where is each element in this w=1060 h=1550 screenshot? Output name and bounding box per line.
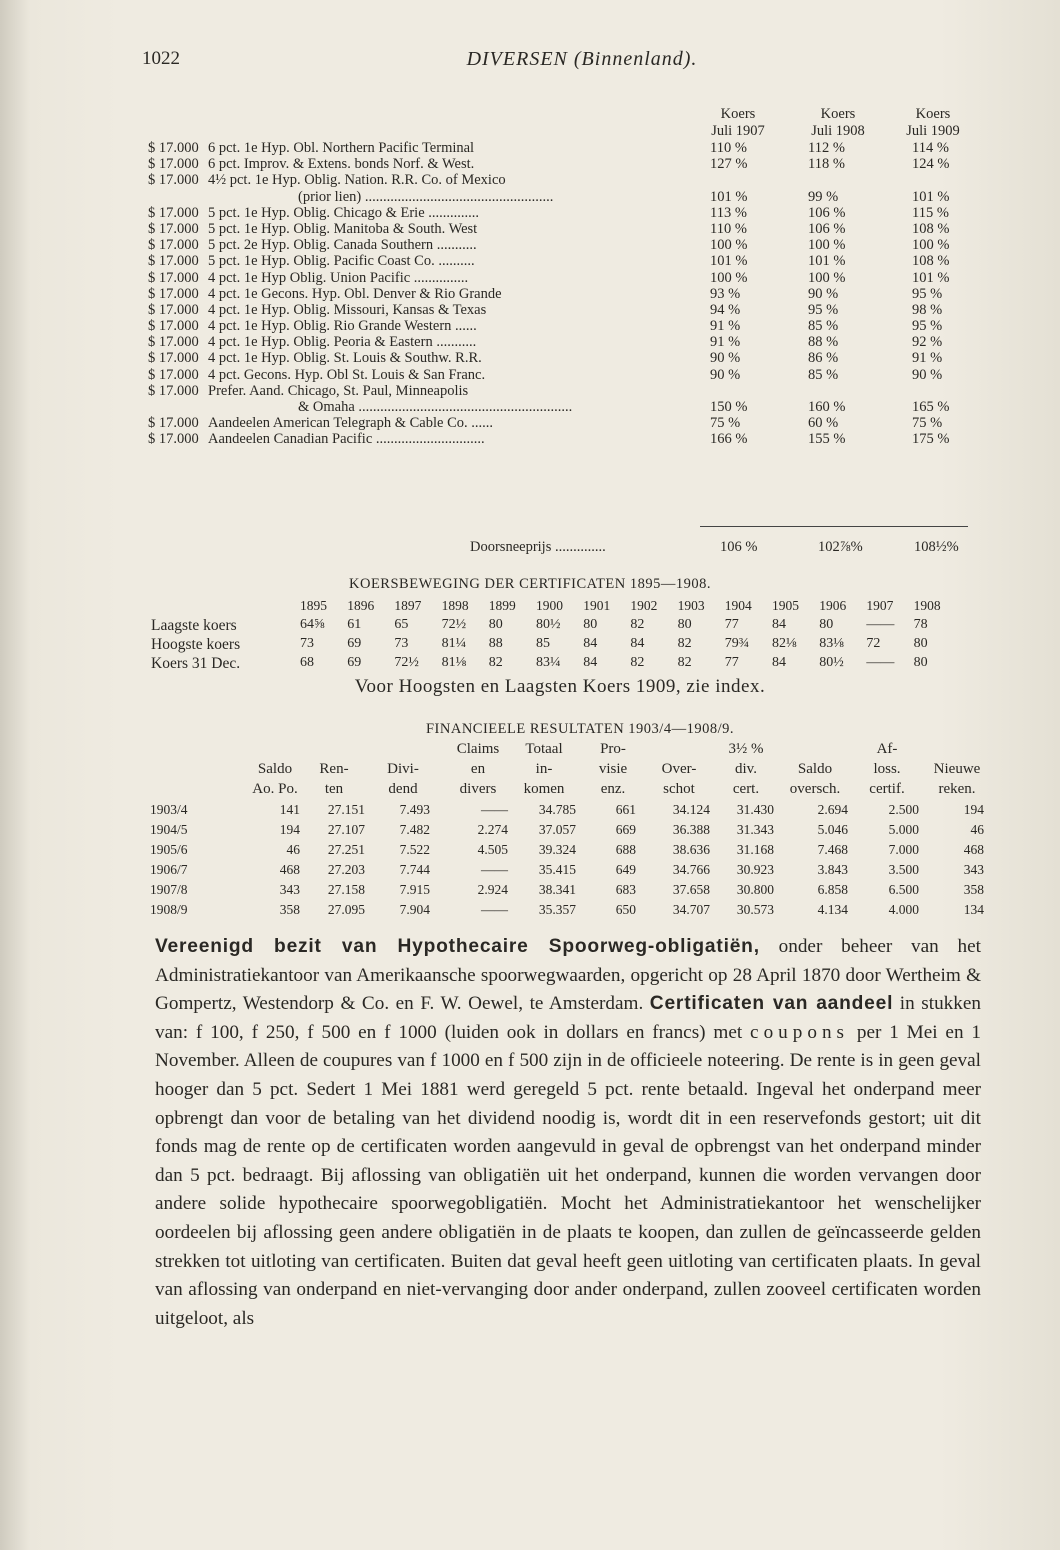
bond-amount: $ 17.000 (148, 366, 199, 383)
bond-description: 4 pct. 1e Hyp. Oblig. St. Louis & Southw. R.R. (208, 350, 482, 367)
fin-value: 34.766 (672, 862, 710, 877)
bond-price-1908: 90 % (808, 285, 839, 302)
fin-value: 27.158 (327, 882, 365, 897)
koers-value: 82 (630, 617, 645, 632)
fin-value: 343 (963, 862, 984, 877)
bond-price-1907: 91 % (710, 318, 741, 335)
bond-amount: $ 17.000 (148, 431, 199, 448)
fin-value: 7.493 (399, 802, 430, 817)
bond-amount: $ 17.000 (148, 269, 199, 286)
running-title: DIVERSEN (Binnenland). (466, 48, 698, 70)
koers-value: 82 (677, 655, 692, 670)
koers-value: 64⅝ (300, 617, 325, 632)
fin-row-year: 1908/9 (150, 902, 188, 917)
bond-amount: $ 17.000 (148, 156, 199, 173)
col-header-1907: Koers (720, 106, 756, 122)
fin-header: div. (735, 761, 757, 777)
bond-price-1908: 100 % (808, 237, 846, 254)
bond-price-1908: 100 % (808, 269, 846, 286)
bond-price-1908: 155 % (808, 431, 846, 448)
koers-value: 77 (724, 655, 739, 670)
bond-price-1909: 101 % (912, 269, 950, 286)
col-header-1909: Koers (915, 106, 951, 122)
koers-row-label: Laagste koers (151, 617, 237, 634)
bond-price-1908: 101 % (808, 253, 846, 270)
koers-year: 1898 (441, 598, 469, 613)
bond-amount: $ 17.000 (148, 415, 199, 432)
koers-value: 80 (488, 617, 503, 632)
bond-amount: $ 17.000 (148, 350, 199, 367)
page-header (142, 48, 982, 78)
fin-value: 6.500 (888, 882, 919, 897)
koers-value: 78 (913, 617, 928, 632)
koers-value: 80½ (819, 655, 844, 670)
bond-amount: $ 17.000 (148, 237, 199, 254)
fin-value: 7.000 (888, 842, 919, 857)
fin-header: Saldo (257, 761, 293, 777)
bond-description: 4 pct. 1e Hyp Oblig. Union Pacific ............... (208, 269, 469, 286)
bonds-header-row-1 (148, 106, 983, 123)
fin-header: Saldo (797, 761, 833, 777)
bond-price-1908: 95 % (808, 301, 839, 318)
fin-header: komen (523, 781, 565, 797)
koers-value: 73 (300, 636, 314, 651)
bond-price-1907: 100 % (710, 269, 748, 286)
bond-price-1907: 113 % (710, 204, 747, 221)
koers-value: 83⅛ (819, 636, 844, 651)
bond-row (148, 367, 983, 383)
koers-value: 61 (347, 617, 362, 632)
bond-price-1907: 110 % (710, 140, 747, 156)
average-1907: 106 % (720, 539, 758, 555)
bond-row (148, 253, 983, 269)
fin-header: Ren- (319, 761, 349, 777)
fin-value: 5.046 (817, 822, 848, 837)
fin-value: 34.707 (672, 902, 710, 917)
koers-year: 1907 (866, 598, 894, 613)
fin-value: 358 (963, 882, 984, 897)
bond-amount: $ 17.000 (148, 382, 199, 399)
bond-price-1909: 165 % (912, 399, 950, 415)
bond-description: 6 pct. Improv. & Extens. bonds Norf. & West. (208, 156, 475, 173)
koers-value: 85 (536, 636, 550, 651)
koers-value: 80 (819, 617, 834, 632)
fin-value: 31.168 (736, 842, 774, 857)
bond-price-1907: 91 % (710, 334, 741, 351)
bond-price-1909: 115 % (912, 204, 949, 221)
fin-value: 36.388 (672, 822, 710, 837)
koers-year: 1899 (488, 598, 516, 613)
paragraph-spaced-word: coupons (750, 1021, 849, 1043)
fin-header: divers (459, 781, 497, 797)
koers-year: 1896 (347, 598, 375, 613)
koers-year: 1908 (913, 598, 941, 613)
koers-value: 72½ (441, 617, 467, 632)
koers-note: Voor Hoogsten en Laagsten Koers 1909, zie index. (354, 676, 766, 697)
bond-price-1908: 106 % (808, 204, 846, 221)
fin-value: 31.343 (736, 822, 774, 837)
bonds-table (148, 106, 983, 448)
fin-header: Divi- (387, 761, 419, 777)
bond-description: 4 pct. Gecons. Hyp. Obl St. Louis & San Franc. (208, 366, 486, 383)
bond-row (148, 172, 983, 188)
fin-value: 39.324 (538, 842, 576, 857)
fin-header: cert. (732, 781, 760, 797)
bond-amount: $ 17.000 (148, 318, 199, 335)
bond-price-1908: 106 % (808, 220, 846, 237)
bond-description: 4 pct. 1e Hyp. Oblig. Peoria & Eastern ........... (208, 334, 477, 351)
bond-rows (148, 140, 983, 448)
bond-price-1909: 95 % (912, 285, 943, 302)
koers-year: 1900 (536, 598, 563, 613)
bonds-header-row-2 (148, 123, 983, 140)
bond-description: 6 pct. 1e Hyp. Obl. Northern Pacific Terminal (208, 140, 475, 156)
fin-value: 669 (615, 822, 636, 837)
fin-value: 650 (615, 902, 636, 917)
heading-bold-2: Certificaten van aandeel (649, 993, 894, 1015)
koers-value: 80 (913, 655, 928, 670)
fin-value: 7.522 (399, 842, 430, 857)
fin-row-year: 1907/8 (150, 882, 188, 897)
koers-value: —— (866, 617, 895, 632)
fin-header: enz. (600, 781, 626, 797)
fin-value: 46 (286, 842, 300, 857)
bond-row (148, 156, 983, 172)
bond-price-1909: 100 % (912, 237, 950, 254)
fin-value: 2.274 (477, 822, 508, 837)
bond-description: 5 pct. 2e Hyp. Oblig. Canada Southern ........... (208, 237, 477, 254)
bond-price-1909: 91 % (912, 350, 943, 367)
bond-price-1908: 99 % (808, 188, 839, 205)
fin-value: 27.151 (327, 802, 365, 817)
fin-value: 27.107 (327, 822, 365, 837)
koers-value: 84 (583, 636, 598, 651)
bond-price-1907: 100 % (710, 237, 748, 254)
bond-price-1908: 112 % (808, 140, 845, 156)
fin-value: 30.800 (736, 882, 774, 897)
bond-price-1908: 160 % (808, 399, 846, 415)
koers-value: 84 (772, 655, 786, 670)
page-number: 1022 (142, 48, 180, 69)
fin-row-year: 1906/7 (150, 862, 188, 877)
koers-value: 84 (630, 636, 645, 651)
fin-value: 38.341 (538, 882, 576, 897)
fin-value: 5.000 (888, 822, 919, 837)
bond-amount: $ 17.000 (148, 204, 199, 221)
bond-row (148, 189, 983, 205)
fin-value: 2.924 (477, 882, 508, 897)
fin-value: 34.124 (672, 802, 710, 817)
bond-description: & Omaha ........................................................... (298, 399, 573, 415)
bond-amount: $ 17.000 (148, 220, 199, 237)
bond-row (148, 270, 983, 286)
fin-value: 35.415 (538, 862, 576, 877)
koers-value: 80 (913, 636, 928, 651)
bond-price-1907: 150 % (710, 399, 748, 415)
bond-amount: $ 17.000 (148, 285, 199, 302)
fin-header: certif. (869, 781, 905, 797)
koers-value: 80 (583, 617, 598, 632)
average-1909: 108½% (914, 539, 959, 555)
fin-value: 3.843 (817, 862, 848, 877)
fin-value: 683 (615, 882, 636, 897)
fin-header: oversch. (789, 781, 841, 797)
koers-value: 69 (347, 636, 362, 651)
average-1908: 102⅞% (818, 539, 863, 555)
bond-price-1909: 90 % (912, 366, 943, 383)
bond-row (148, 399, 983, 415)
fin-value: 4.505 (477, 842, 508, 857)
fin-header: en (470, 761, 486, 777)
fin-value: 468 (279, 862, 300, 877)
fin-value: 2.694 (817, 802, 848, 817)
fin-value: 194 (963, 802, 984, 817)
fin-header: Claims (456, 741, 500, 757)
koers-value: 80½ (536, 617, 561, 632)
koers-row-label: Hoogste koers (151, 636, 241, 653)
koers-value: 82⅛ (772, 636, 797, 651)
koers-value: 65 (394, 617, 409, 632)
fin-value: 134 (963, 902, 984, 917)
description-paragraph (155, 933, 981, 1333)
fin-value: 27.203 (327, 862, 365, 877)
koers-year: 1897 (394, 598, 422, 613)
bond-price-1907: 127 % (710, 156, 748, 173)
fin-value: 141 (279, 802, 300, 817)
fin-header: schot (663, 781, 695, 797)
bond-row (148, 415, 983, 431)
bond-price-1908: 86 % (808, 350, 839, 367)
bond-row (148, 334, 983, 350)
fin-value: 7.468 (817, 842, 848, 857)
koers-value: 68 (300, 655, 314, 670)
bond-price-1907: 90 % (710, 366, 741, 383)
koers-value: 84 (772, 617, 786, 632)
fin-header: 3½ % (728, 741, 764, 757)
bond-price-1907: 166 % (710, 431, 748, 448)
fin-value: —— (481, 862, 508, 877)
bond-price-1907: 93 % (710, 285, 741, 302)
koers-year: 1906 (819, 598, 847, 613)
bond-price-1909: 98 % (912, 301, 943, 318)
koers-value: 82 (630, 655, 645, 670)
fin-row-year: 1905/6 (150, 842, 188, 857)
fin-header: Ao. Po. (252, 781, 298, 797)
fin-header: Totaal (525, 741, 563, 757)
fin-row-year: 1903/4 (150, 802, 188, 817)
bond-row (148, 140, 983, 156)
bond-row (148, 302, 983, 318)
bond-price-1907: 101 % (710, 188, 748, 205)
fin-value: 649 (615, 862, 636, 877)
col-header-1908-date: Juli 1908 (811, 123, 865, 139)
fin-header: in- (535, 761, 553, 777)
koers-year: 1905 (772, 598, 799, 613)
fin-header: Pro- (600, 741, 626, 757)
sum-rule (700, 526, 968, 527)
fin-value: 7.482 (399, 822, 430, 837)
fin-value: 688 (615, 842, 636, 857)
col-header-1908: Koers (820, 106, 856, 122)
koers-value: 72 (866, 636, 881, 651)
bond-price-1907: 90 % (710, 350, 741, 367)
bond-description: 5 pct. 1e Hyp. Oblig. Manitoba & South. West (208, 220, 478, 237)
koers-value: 81⅛ (441, 655, 467, 670)
koers-value: 81¼ (441, 636, 467, 651)
koers-value: —— (866, 655, 895, 670)
fin-header: ten (324, 781, 344, 797)
fin-value: 30.923 (736, 862, 774, 877)
bond-price-1909: 95 % (912, 318, 943, 335)
fin-value: —— (481, 802, 508, 817)
col-header-1907-date: Juli 1907 (711, 123, 765, 139)
fin-value: 194 (279, 822, 300, 837)
bond-description: 4 pct. 1e Gecons. Hyp. Obl. Denver & Rio Grande (208, 285, 502, 302)
fin-value: 27.251 (327, 842, 365, 857)
koers-year: 1902 (630, 598, 658, 613)
bond-row (148, 286, 983, 302)
bond-row (148, 350, 983, 366)
bond-row (148, 431, 983, 447)
col-header-1909-date: Juli 1909 (906, 123, 960, 139)
fin-value: 7.904 (399, 902, 430, 917)
fin-value: 7.744 (399, 862, 430, 877)
bond-price-1909: 101 % (912, 188, 950, 205)
bond-price-1907: 101 % (710, 253, 748, 270)
fin-value: 27.095 (327, 902, 365, 917)
koers-year: 1904 (724, 598, 752, 613)
paragraph-text-2: in stukken van: f 100, f 250, f 500 en f 1000 (luiden ook in dollars en francs) met (155, 993, 981, 1043)
bond-price-1909: 124 % (912, 156, 950, 173)
fin-value: 343 (279, 882, 300, 897)
bond-price-1908: 85 % (808, 318, 839, 335)
koers-row-label: Koers 31 Dec. (151, 655, 241, 672)
fin-value: 661 (615, 802, 636, 817)
fin-header: reken. (938, 781, 976, 797)
koers-value: 84 (583, 655, 598, 670)
bond-price-1909: 75 % (912, 415, 943, 432)
bond-row (148, 383, 983, 399)
bond-description: 4 pct. 1e Hyp. Oblig. Missouri, Kansas & Texas (208, 301, 487, 318)
bond-price-1909: 114 % (912, 140, 949, 156)
heading-bold-1: Vereenigd bezit van Hypothecaire Spoorweg-obligatiën, (155, 936, 760, 957)
fin-header: Nieuwe (933, 761, 981, 777)
bond-description: 5 pct. 1e Hyp. Oblig. Chicago & Erie .............. (208, 204, 480, 221)
fin-row-year: 1904/5 (150, 822, 188, 837)
fin-value: 38.636 (672, 842, 710, 857)
bond-row (148, 205, 983, 221)
koers-title: KOERSBEWEGING DER CERTIFICATEN 1895—1908. (349, 576, 711, 592)
bond-description: 5 pct. 1e Hyp. Oblig. Pacific Coast Co. .......... (208, 253, 475, 270)
fin-value: 7.915 (399, 882, 430, 897)
koers-value: 83¼ (536, 655, 561, 670)
fin-value: 3.500 (888, 862, 919, 877)
bond-amount: $ 17.000 (148, 140, 199, 156)
fin-title: FINANCIEELE RESULTATEN 1903/4—1908/9. (425, 721, 734, 737)
bond-price-1909: 108 % (912, 220, 950, 237)
fin-value: 37.057 (538, 822, 576, 837)
bond-price-1909: 175 % (912, 431, 950, 448)
fin-value: 4.000 (888, 902, 919, 917)
bond-row (148, 221, 983, 237)
paragraph-text-3: per 1 Mei en 1 November. Alleen de coupures van f 1000 en f 500 zijn in de officieele noteering. De rente is in geen geval hooger dan 5 pct. Sedert 1 Mei 1881 werd geregeld 5 pct. rente betaald. Ingeval het onderpand meer opbrengt dan voor de betaling van het dividend noodig is, wordt dit in een reservefonds gestort; uit dit fonds mag de rente op de certificaten worden aangevuld in geval de opbrengst van het onderpand minder dan 5 pct. bedraagt. Bij aflossing van obligatiën uit het onderpand, kunnen die worden vervangen door andere solide hypothecaire spoorwegobligatiën. Mocht het Administratiekantoor het wenschelijker oordeelen bij aflossing geen andere obligatiën in de plaats te koopen, dan zullen de geïncasseerde gelden strekken tot uitloting van certificaten. Buiten dat geval heeft geen uitloting van certificaten plaats. In geval van aflossing van onderpand en niet-vervanging door ander onderpand, zullen zooveel certificaten worden uitgeloot, als (155, 1021, 981, 1329)
bond-price-1909: 108 % (912, 253, 950, 270)
bond-row (148, 237, 983, 253)
fin-value: 37.658 (672, 882, 710, 897)
bond-description: 4 pct. 1e Hyp. Oblig. Rio Grande Western ...... (208, 318, 477, 335)
koers-year: 1903 (677, 598, 705, 613)
bond-price-1908: 88 % (808, 334, 839, 351)
koers-year: 1901 (583, 598, 611, 613)
fin-value: 468 (963, 842, 984, 857)
fin-value: 358 (279, 902, 300, 917)
fin-header: Af- (876, 741, 898, 757)
koers-value: 80 (677, 617, 692, 632)
bond-price-1908: 60 % (808, 415, 839, 432)
bond-price-1907: 75 % (710, 415, 741, 432)
koers-value: 69 (347, 655, 362, 670)
fin-value: 34.785 (538, 802, 576, 817)
koers-year: 1895 (300, 598, 327, 613)
fin-value: 31.430 (736, 802, 774, 817)
fin-value: 2.500 (888, 802, 919, 817)
bond-amount: $ 17.000 (148, 334, 199, 351)
bond-description: 4½ pct. 1e Hyp. Oblig. Nation. R.R. Co. of Mexico (208, 172, 506, 189)
bond-amount: $ 17.000 (148, 301, 199, 318)
bond-description: Prefer. Aand. Chicago, St. Paul, Minneapolis (208, 382, 469, 399)
koers-value: 82 (488, 655, 503, 670)
average-label: Doorsneeprijs .............. (470, 539, 606, 555)
koers-value: 77 (724, 617, 739, 632)
koers-value: 88 (488, 636, 503, 651)
fin-header: dend (388, 781, 418, 797)
bond-price-1907: 110 % (710, 220, 747, 237)
bond-price-1908: 118 % (808, 156, 845, 173)
bond-description: (prior lien) .................................................... (298, 188, 554, 205)
bond-price-1908: 85 % (808, 366, 839, 383)
koers-value: 79¾ (724, 636, 750, 651)
koers-value: 72½ (394, 655, 419, 670)
fin-value: —— (481, 902, 508, 917)
fin-header: Over- (661, 761, 697, 777)
fin-value: 4.134 (817, 902, 848, 917)
fin-value: 35.357 (538, 902, 576, 917)
bond-price-1909: 92 % (912, 334, 943, 351)
koers-value: 73 (394, 636, 409, 651)
bond-description: Aandeelen American Telegraph & Cable Co. ...... (208, 415, 494, 432)
fin-value: 6.858 (817, 882, 848, 897)
fin-header: visie (598, 761, 628, 777)
bond-price-1907: 94 % (710, 301, 741, 318)
bond-amount: $ 17.000 (148, 253, 199, 270)
koers-value: 82 (677, 636, 692, 651)
fin-value: 46 (970, 822, 984, 837)
bond-row (148, 318, 983, 334)
fin-value: 30.573 (736, 902, 774, 917)
bond-amount: $ 17.000 (148, 172, 199, 189)
fin-header: loss. (873, 761, 901, 777)
bond-description: Aandeelen Canadian Pacific .............................. (208, 431, 485, 448)
paragraph-text-1: onder beheer van het Administratiekantoor van Amerikaansche spoorwegwaarden, opgericht op 28 April 1870 door Wertheim & Gompertz, Westendorp & Co. en F. W. Oewel, te Amsterdam. (155, 936, 981, 1015)
